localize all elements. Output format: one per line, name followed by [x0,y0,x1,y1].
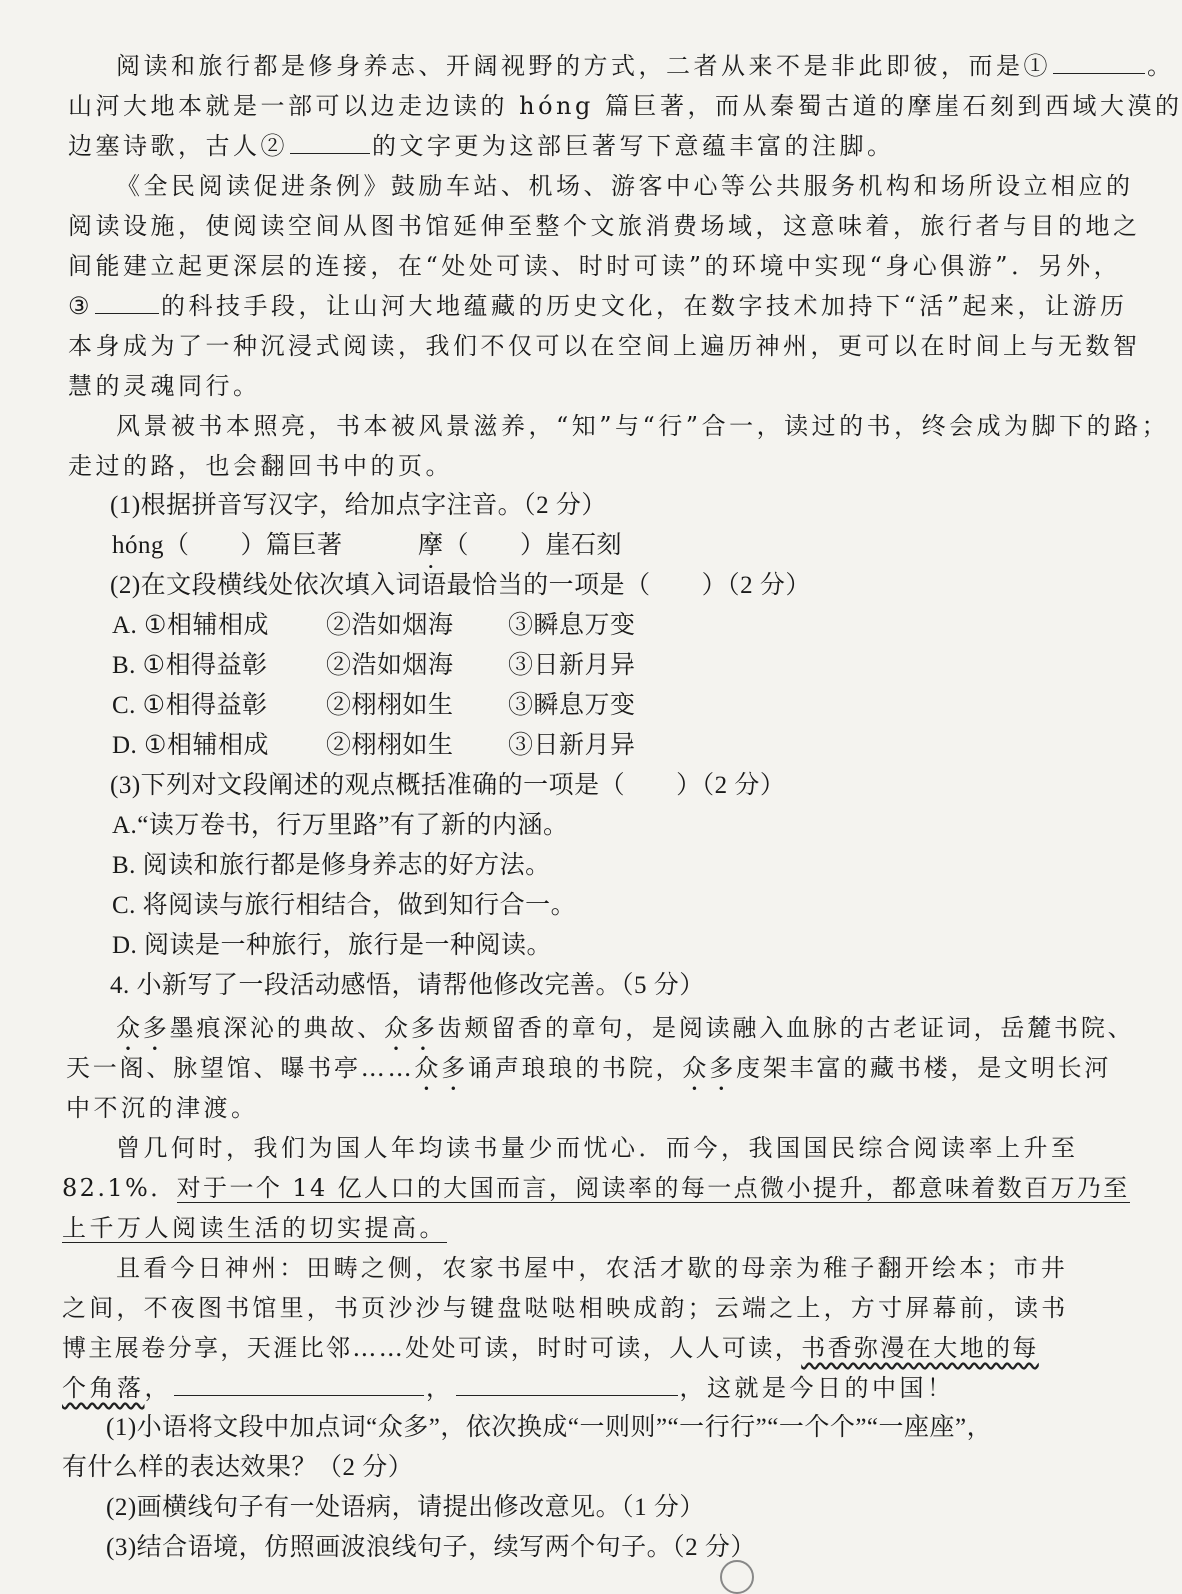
text: 齿颊留香的章句，是阅读融入血脉的古老证词，岳麓书院、 [437,1014,1135,1042]
passage-p3-line2: 走过的路，也会翻回书中的页。 [68,452,453,480]
text: 的科技手段，让山河大地蕴藏的历史文化，在数字技术加持下“活”起来，让游历 [161,292,1128,320]
dotted-word: 众多 [384,1014,438,1042]
q2-option-b [112,646,636,686]
q4-sub3: (3)结合语境，仿照画波浪线句子，续写两个句子。（2 分） [106,1534,756,1561]
text: 边塞诗歌，古人② [68,132,288,160]
q3-option-d: D. 阅读是一种旅行，旅行是一种阅读。 [112,932,553,959]
q4-p1-line3: 中不沉的津渡。 [66,1094,259,1122]
passage-p2-line4 [68,286,1128,326]
q3-option-b: B. 阅读和旅行都是修身养志的好方法。 [112,852,551,879]
option-part: B. ①相得益彰 [112,652,268,679]
option-part: A. ①相辅相成 [112,612,269,639]
q4-sub1-line2: 有什么样的表达效果？（2 分） [62,1454,414,1481]
dotted-word: 众多 [116,1014,170,1042]
underlined-sentence: 对于一个 14 亿人口的大国而言，阅读率的每一点微小提升，都意味着数百万乃至 [176,1174,1130,1202]
q2-option-c [112,686,636,726]
option-part: ③日新月异 [508,652,636,679]
q2-stem: (2)在文段横线处依次填入词语最恰当的一项是（ ）（2 分） [110,572,811,599]
q2-option-d [112,726,636,766]
text: 82.1%． [62,1174,177,1202]
text: 。 [1147,52,1175,80]
passage-p1-line3 [68,126,895,166]
blank-3 [95,287,159,314]
option-part: ②栩栩如生 [326,692,454,719]
text: 的文字更为这部巨著写下意蕴丰富的注脚。 [372,132,895,160]
q4-p1-line2 [66,1048,1111,1088]
q4-sub2: (2)画横线句子有一处语病，请提出修改意见。（1 分） [106,1494,705,1521]
blank-2 [290,127,370,154]
passage-p2-line5: 本身成为了一种沉浸式阅读，我们不仅可以在空间上遍历神州，更可以在时间上与无数智 [68,332,1141,360]
q1-answer-hong: hóng（ ）篇巨著 [112,532,343,559]
passage-p2-line6: 慧的灵魂同行。 [68,372,261,400]
q4-p3-line3 [62,1328,1039,1368]
option-part: ②浩如烟海 [326,652,454,679]
q4-p3-line2: 之间，不夜图书馆里，书页沙沙与键盘哒哒相映成韵；云端之上，方寸屏幕前，读书 [62,1294,1069,1322]
option-part: ③日新月异 [508,732,636,759]
option-part: C. ①相得益彰 [112,692,268,719]
text: 墨痕深沁的典故、 [169,1014,385,1042]
wavy-sentence: 个角落 [62,1374,145,1402]
answer-blank-2 [456,1369,678,1396]
text: 诵声琅琅的书院， [468,1054,683,1082]
underlined-sentence: 上千万人阅读生活的切实提高。 [62,1214,447,1242]
q3-stem: (3)下列对文段阐述的观点概括准确的一项是（ ）（2 分） [110,772,786,799]
q4-p1-line1 [116,1008,1134,1048]
text: 阅读和旅行都是修身养志、开阔视野的方式，二者从来不是非此即彼，而是① [116,52,1051,80]
corner-circle-mark [720,1560,754,1594]
passage-p2-line2: 阅读设施，使阅读空间从图书馆延伸至整个文旅消费场域，这意味着，旅行者与目的地之 [68,212,1141,240]
q2-option-a [112,606,636,646]
q1-answers [112,526,622,566]
text: ，这就是今日的中国！ [679,1374,955,1402]
text: ， [144,1374,172,1402]
option-part: D. ①相辅相成 [112,732,269,759]
option-part: ②浩如烟海 [326,612,454,639]
dotted-word: 众多 [682,1054,737,1082]
q4-p2-line2 [62,1168,1130,1208]
passage-p1-line2: 山河大地本就是一部可以边走边读的 hóng 篇巨著，而从秦蜀古道的摩崖石刻到西域大漠的 [68,92,1182,120]
passage-p1-line1 [116,46,1175,86]
q3-option-a: A.“读万卷书，行万里路”有了新的内涵。 [112,812,569,839]
blank-1 [1053,47,1145,74]
answer-blank-1 [174,1369,424,1396]
q4-p2-line3 [62,1208,447,1248]
q4-sub1-line1: (1)小语将文段中加点词“众多”，依次换成“一则则”“一行行”“一个个”“一座座”， [106,1414,993,1441]
q1-answer-mo: （ ）崖石刻 [443,532,623,559]
text: ③ [68,292,94,320]
q4-p2-line1: 曾几何时，我们为国人年均读书量少而忧心．而今，我国国民综合阅读率上升至 [116,1134,1079,1162]
option-part: ②栩栩如生 [326,732,454,759]
passage-p2-line3: 间能建立起更深层的连接，在“处处可读、时时可读”的环境中实现“身心俱游”．另外， [68,252,1122,280]
text: 博主展卷分享，天涯比邻……处处可读，时时可读，人人可读， [62,1334,802,1362]
option-part: ③瞬息万变 [508,692,636,719]
q1-dotted-char: 摩 [418,532,444,559]
passage-p2-line1: 《全民阅读促进条例》鼓励车站、机场、游客中心等公共服务机构和场所设立相应的 [116,172,1134,200]
wavy-sentence: 书香弥漫在大地的每 [801,1334,1039,1362]
option-part: ③瞬息万变 [508,612,636,639]
q4-p3-line1: 且看今日神州：田畴之侧，农家书屋中，农活才歇的母亲为稚子翻开绘本；市井 [116,1254,1068,1282]
text: 庋架丰富的藏书楼，是文明长河 [736,1054,1112,1082]
q4-p3-line4 [62,1368,955,1408]
passage-p3-line1: 风景被书本照亮，书本被风景滋养，“知”与“行”合一，读过的书，终会成为脚下的路； [116,412,1170,440]
q3-option-c: C. 将阅读与旅行相结合，做到知行合一。 [112,892,577,919]
dotted-word: 众多 [414,1054,469,1082]
q1-stem: (1)根据拼音写汉字，给加点字注音。（2 分） [110,492,607,519]
q4-stem: 4. 小新写了一段活动感悟，请帮他修改完善。（5 分） [110,972,705,999]
text: ， [426,1374,454,1402]
text: 天一阁、脉望馆、曝书亭…… [66,1054,415,1082]
